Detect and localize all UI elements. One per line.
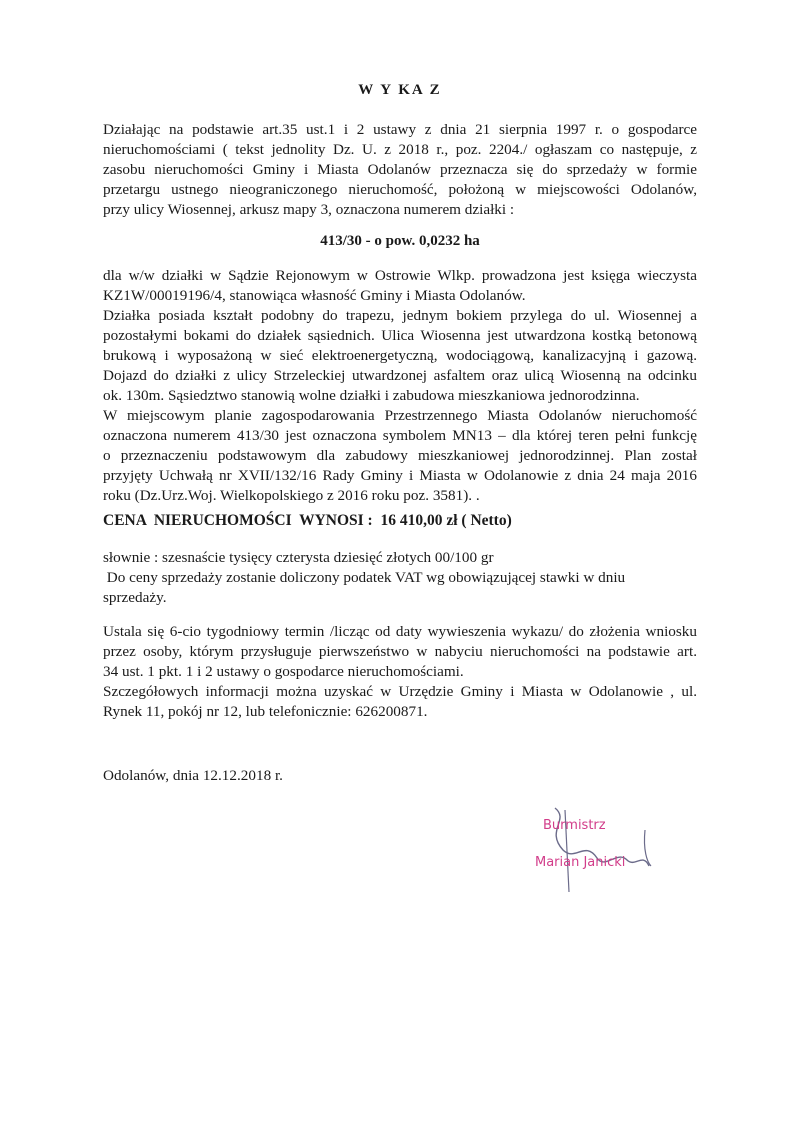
- deadline-line: Szczegółowych informacji można uzyskać w Urzędzie Gminy i Miasta w Odolanowie , ul.: [103, 683, 697, 700]
- deadline-line: 34 ust. 1 pkt. 1 i 2 ustawy o gospodarce nieruchomościami.: [103, 663, 464, 680]
- description-line: Dojazd do działki z ulicy Strzeleckiej utwardzonej asfaltem oraz ulicą Wiosenną na odcinku: [103, 367, 697, 384]
- document-title: W Y KA Z: [358, 82, 442, 98]
- handwritten-signature-icon: [525, 800, 670, 900]
- intro-line: zasobu nieruchomości Gminy i Miasta Odolanów przeznacza się do sprzedaży w formie: [103, 161, 697, 178]
- deadline-line: Ustala się 6-cio tygodniowy termin /licząc od daty wywieszenia wykazu/ do złożenia wniosku: [103, 623, 697, 640]
- vat-line: sprzedaży.: [103, 589, 167, 606]
- intro-paragraph: [103, 120, 697, 220]
- intro-line: przetargu ustnego nieograniczonego nieruchomość, położoną w miejscowości Odolanów,: [103, 181, 697, 198]
- description-line: roku (Dz.Urz.Woj. Wielkopolskiego z 2016 roku poz. 3581). .: [103, 487, 480, 504]
- description-line: oznaczona numerem 413/30 jest oznaczona symbolem MN13 – dla której teren pełni funkcję: [103, 427, 697, 444]
- description-line: o przeznaczeniu podstawowym dla zabudowy mieszkaniowej jednorodzinnej. Plan został: [103, 447, 697, 464]
- intro-line: przy ulicy Wiosennej, arkusz mapy 3, oznaczona numerem działki :: [103, 201, 515, 218]
- place-and-date: Odolanów, dnia 12.12.2018 r.: [103, 767, 283, 784]
- description-line: przyjęty Uchwałą nr XVII/132/16 Rady Gminy i Miasta w Odolanowie z dnia 24 maja 2016: [103, 467, 697, 484]
- description-line: KZ1W/00019196/4, stanowiąca własność Gminy i Miasta Odolanów.: [103, 287, 526, 304]
- description-line: W miejscowym planie zagospodarowania Przestrzennego Miasta Odolanów nieruchomość: [103, 407, 697, 424]
- description-line: pozostałymi bokami do działek sąsiednich. Ulica Wiosenna jest utwardzona kostką betonową: [103, 327, 697, 344]
- price-value: 16 410,00 zł ( Netto): [380, 512, 512, 529]
- price-label: CENA NIERUCHOMOŚCI WYNOSI :: [103, 512, 373, 529]
- description-line: Działka posiada kształt podobny do trapezu, jednym bokiem przylega do ul. Wiosennej a: [103, 307, 697, 324]
- stamp-title: Burmistrz: [543, 818, 606, 833]
- price-words-paragraph: [103, 548, 697, 608]
- stamp-name: Marian Janicki: [535, 855, 626, 870]
- intro-line: Działając na podstawie art.35 ust.1 i 2 ustawy z dnia 21 sierpnia 1997 r. o gospodarce: [103, 121, 697, 138]
- description-line: dla w/w działki w Sądzie Rejonowym w Ostrowie Wlkp. prowadzona jest księga wieczysta: [103, 267, 697, 284]
- deadline-line: Rynek 11, pokój nr 12, lub telefonicznie: 626200871.: [103, 703, 428, 720]
- deadline-line: przez osoby, którym przysługuje pierwszeństwo w nabyciu nieruchomości na podstawie art.: [103, 643, 697, 660]
- deadline-paragraph: [103, 622, 697, 722]
- description-line: ok. 130m. Sąsiedztwo stanowią wolne działki i zabudowa mieszkaniowa jednorodzinna.: [103, 387, 640, 404]
- intro-line: nieruchomościami ( tekst jednolity Dz. U. z 2018 r., poz. 2204./ ogłaszam co następuje, z: [103, 141, 697, 158]
- description-line: brukową i wyposażoną w sieć elektroenergetyczną, wodociągową, kanalizacyjną i gazową.: [103, 347, 697, 364]
- signature-stamp: [525, 800, 670, 900]
- price-words-line: słownie : szesnaście tysięcy czterysta dziesięć złotych 00/100 gr: [103, 549, 494, 566]
- vat-line: Do ceny sprzedaży zostanie doliczony podatek VAT wg obowiązującej stawki w dniu: [103, 569, 626, 586]
- description-paragraph: [103, 266, 697, 506]
- parcel-number: 413/30 - o pow. 0,0232 ha: [320, 233, 480, 249]
- price-line: [103, 512, 512, 530]
